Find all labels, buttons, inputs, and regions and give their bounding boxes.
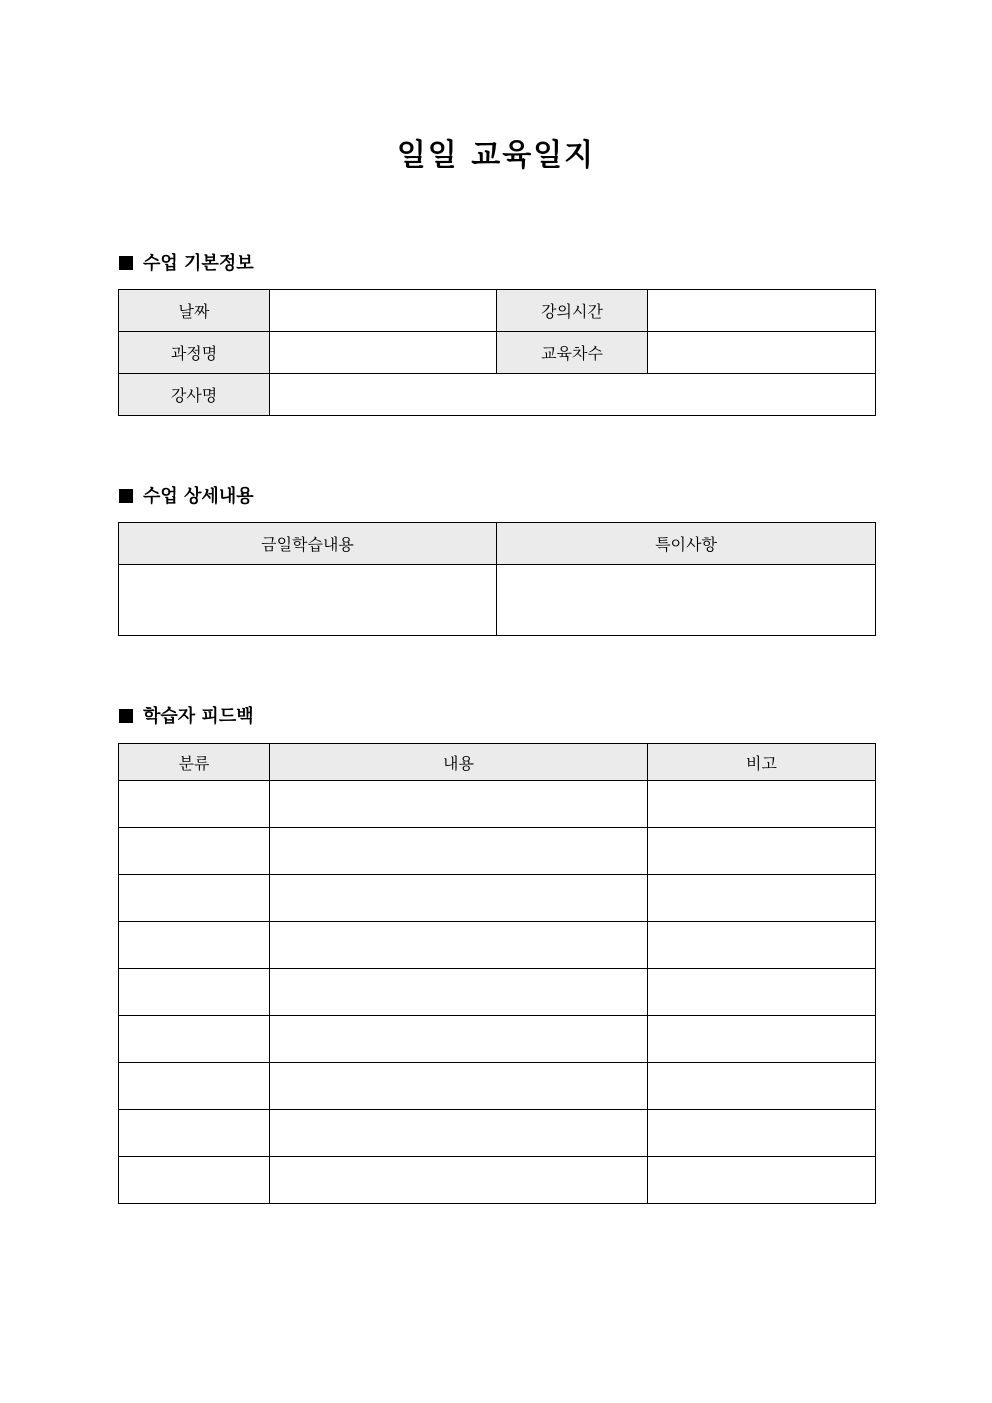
- content-cell[interactable]: [270, 1110, 648, 1157]
- remarks-cell[interactable]: [648, 1063, 876, 1110]
- lecture-time-label: 강의시간: [497, 290, 648, 332]
- course-name-field[interactable]: [270, 332, 497, 374]
- feedback-table: [118, 743, 876, 1204]
- instructor-field[interactable]: [270, 374, 876, 416]
- notes-field[interactable]: [497, 565, 876, 636]
- category-cell[interactable]: [119, 1110, 270, 1157]
- remarks-cell[interactable]: [648, 969, 876, 1016]
- table-row: [119, 1016, 876, 1063]
- basic-info-heading: [119, 251, 254, 277]
- content-cell[interactable]: [270, 875, 648, 922]
- square-bullet-icon: [119, 489, 133, 503]
- details-header-row: [119, 523, 876, 565]
- details-heading: [119, 484, 254, 510]
- notes-label: 특이사항: [497, 523, 876, 565]
- content-cell[interactable]: [270, 922, 648, 969]
- content-cell[interactable]: [270, 1016, 648, 1063]
- remarks-cell[interactable]: [648, 828, 876, 875]
- lecture-time-field[interactable]: [648, 290, 876, 332]
- category-cell[interactable]: [119, 781, 270, 828]
- square-bullet-icon: [119, 256, 133, 270]
- category-cell[interactable]: [119, 922, 270, 969]
- details-table: [118, 522, 876, 636]
- category-cell[interactable]: [119, 1063, 270, 1110]
- remarks-cell[interactable]: [648, 1157, 876, 1204]
- date-label: 날짜: [119, 290, 270, 332]
- content-cell[interactable]: [270, 969, 648, 1016]
- category-cell[interactable]: [119, 1157, 270, 1204]
- content-cell[interactable]: [270, 828, 648, 875]
- basic-info-table: [118, 289, 876, 416]
- remarks-cell[interactable]: [648, 922, 876, 969]
- remarks-cell[interactable]: [648, 781, 876, 828]
- details-body-row: [119, 565, 876, 636]
- category-cell[interactable]: [119, 875, 270, 922]
- session-field[interactable]: [648, 332, 876, 374]
- today-content-field[interactable]: [119, 565, 497, 636]
- column-header-content: 내용: [270, 744, 648, 781]
- basic-info-row-2: [119, 332, 876, 374]
- category-cell[interactable]: [119, 828, 270, 875]
- date-field[interactable]: [270, 290, 497, 332]
- feedback-heading-text: 학습자 피드백: [143, 706, 254, 727]
- content-cell[interactable]: [270, 1063, 648, 1110]
- remarks-cell[interactable]: [648, 1016, 876, 1063]
- table-row: [119, 922, 876, 969]
- square-bullet-icon: [119, 709, 133, 723]
- column-header-remarks: 비고: [648, 744, 876, 781]
- content-cell[interactable]: [270, 781, 648, 828]
- document-title: 일일 교육일지: [396, 138, 596, 173]
- table-row: [119, 1063, 876, 1110]
- feedback-heading: [119, 704, 254, 730]
- table-row: [119, 969, 876, 1016]
- category-cell[interactable]: [119, 1016, 270, 1063]
- course-name-label: 과정명: [119, 332, 270, 374]
- basic-info-row-3: [119, 374, 876, 416]
- basic-info-heading-text: 수업 기본정보: [143, 253, 254, 274]
- category-cell[interactable]: [119, 969, 270, 1016]
- details-heading-text: 수업 상세내용: [143, 486, 254, 507]
- remarks-cell[interactable]: [648, 875, 876, 922]
- content-cell[interactable]: [270, 1157, 648, 1204]
- feedback-header-row: [119, 744, 876, 781]
- table-row: [119, 781, 876, 828]
- feedback-rows: [119, 781, 876, 1204]
- table-row: [119, 875, 876, 922]
- basic-info-row-1: [119, 290, 876, 332]
- remarks-cell[interactable]: [648, 1110, 876, 1157]
- today-content-label: 금일학습내용: [119, 523, 497, 565]
- table-row: [119, 1157, 876, 1204]
- table-row: [119, 1110, 876, 1157]
- column-header-category: 분류: [119, 744, 270, 781]
- instructor-label: 강사명: [119, 374, 270, 416]
- session-label: 교육차수: [497, 332, 648, 374]
- table-row: [119, 828, 876, 875]
